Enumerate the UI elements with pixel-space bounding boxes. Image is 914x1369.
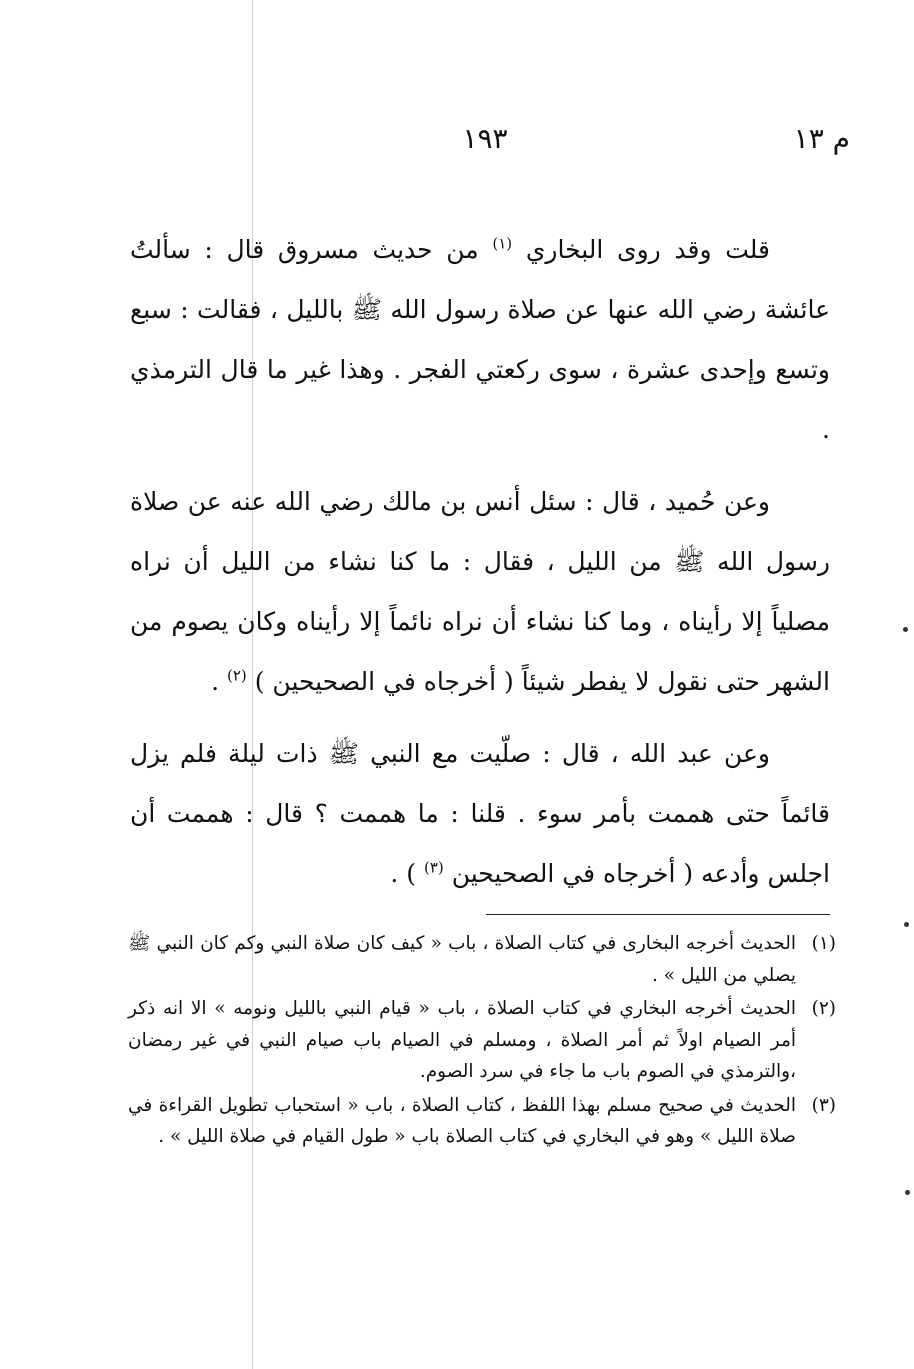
paragraph-2: [130, 472, 830, 712]
margin-speck: [904, 922, 909, 927]
footnote-text: الحديث في صحيح مسلم بهذا اللفظ ، كتاب الصلاة ، باب « استحباب تطويل القراءة في صلاة الليل » وهو في البخاري في كتاب الصلاة باب « طول القيام في صلاة الليل » .: [128, 1094, 796, 1147]
footnote-text: الحديث أخرجه البخارى في كتاب الصلاة ، باب « كيف كان صلاة النبي وكم كان النبي ﷺ يصلي من الليل » .: [128, 933, 796, 986]
footnote-number: (٢): [811, 998, 836, 1019]
paragraph-3-text-a: وعن عبد الله ، قال : صلّيت مع النبي ﷺ ذات ليلة فلم يزل قائماً حتى هممت بأمر سوء . قلنا : ما هممت ؟ قال : هممت أن اجلس وأدعه ( أخرجاه في الصحيحين: [130, 739, 830, 888]
signature-mark: م ١٣: [793, 122, 850, 155]
margin-speck: [903, 627, 908, 632]
main-text: [130, 220, 830, 916]
paragraph-1: [130, 220, 830, 460]
paragraph-2-text-b: .: [211, 667, 220, 696]
footnote-2: [128, 993, 836, 1088]
page-number: ١٩٣: [462, 122, 508, 155]
margin-speck: [905, 1190, 910, 1195]
footnote-ref-1: (١): [492, 234, 513, 253]
paragraph-3: [130, 724, 830, 904]
footnote-3: [128, 1090, 836, 1153]
paragraph-1-text-b: من حديث مسروق قال : سألتُ عائشة رضي الله عنها عن صلاة رسول الله ﷺ بالليل ، فقالت : سبع وتسع وإحدى عشرة ، سوى ركعتي الفجر . وهذا غير ما قال الترمذي .: [130, 235, 830, 444]
footnote-text: الحديث أخرجه البخاري في كتاب الصلاة ، باب « قيام النبي بالليل ونومه » الا انه ذكر أمر الصيام اولاً ثم أمر الصلاة ، ومسلم في الصيام باب صيام النبي في غير رمضان ،والترمذي في الصوم باب ما جاء في سرد الصوم.: [128, 998, 796, 1082]
footnote-1: [128, 928, 836, 991]
paragraph-3-text-b: ) .: [390, 859, 417, 888]
footnotes: [128, 928, 836, 1155]
paragraph-1-text-a: قلت وقد روى البخاري: [525, 235, 770, 264]
paragraph-2-text-a: وعن حُميد ، قال : سئل أنس بن مالك رضي الله عنه عن صلاة رسول الله ﷺ من الليل ، فقال : ما كنا نشاء من الليل أن نراه مصلياً إلا رأيناه ، وما كنا نشاء أن نراه نائماً إلا رأيناه وكان يصوم من الشهر حتى نقول لا يفطر شيئاً ( أخرجاه في الصحيحين ): [130, 487, 830, 696]
footnote-ref-2: (٢): [226, 666, 247, 685]
footnote-number: (٣): [811, 1094, 836, 1116]
footnote-divider: [486, 914, 830, 915]
footnote-number: (١): [811, 933, 836, 954]
footnote-ref-3: (٣): [423, 858, 444, 877]
